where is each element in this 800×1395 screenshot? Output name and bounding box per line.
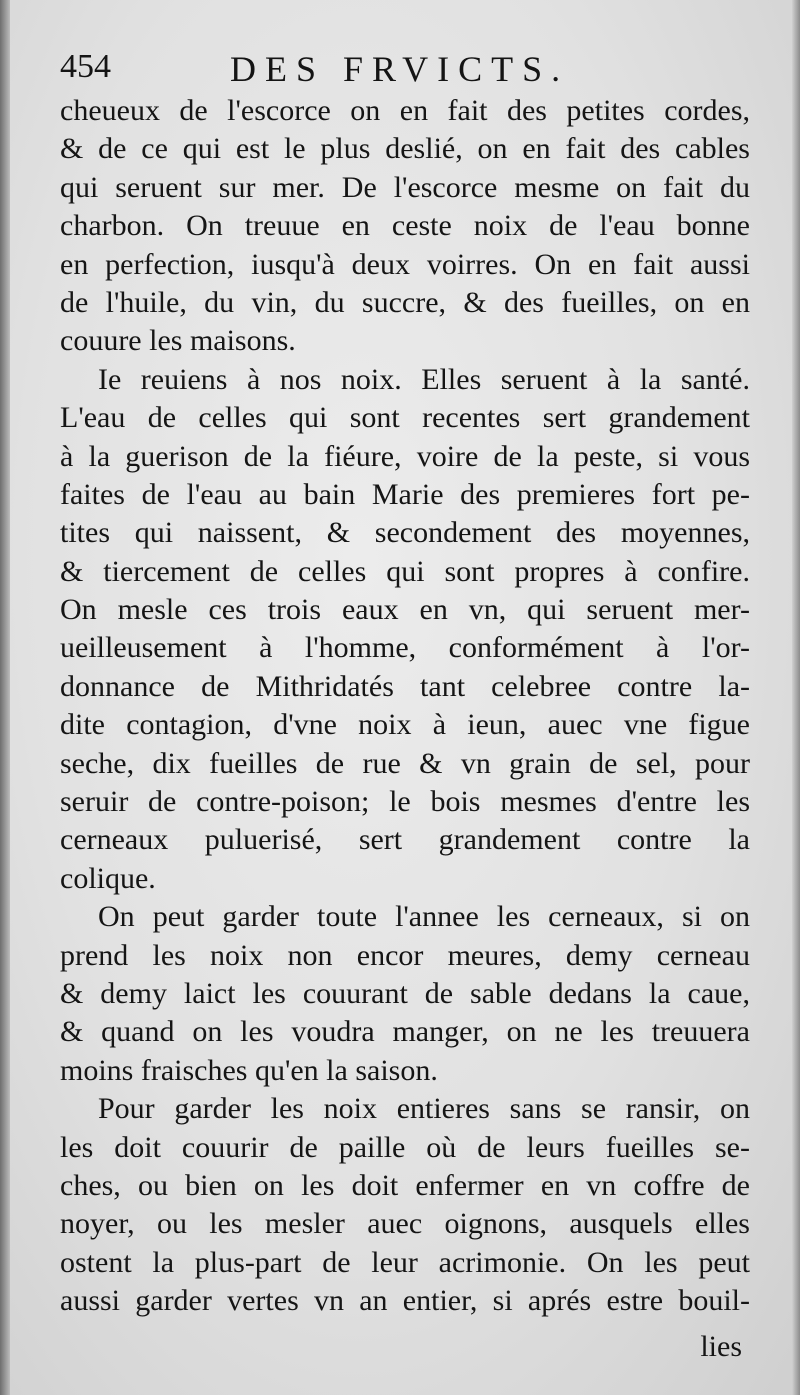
text-line: couure les maisons. xyxy=(60,324,296,358)
page-header xyxy=(60,48,740,92)
text-line: ches, ou bien on les doit enfermer en vn coffre de xyxy=(60,1168,750,1202)
text-line: faites de l'eau au bain Marie des premieres fort pe- xyxy=(60,477,750,511)
text-line: ostent la plus-part de leur acrimonie. On les peut xyxy=(60,1245,750,1279)
text-line: noyer, ou les mesler auec oignons, ausquels elles xyxy=(60,1207,750,1241)
paragraph-start-line: On peut garder toute l'annee les cerneaux, si on xyxy=(98,900,750,934)
text-line: dite contagion, d'vne noix à ieun, auec vne figue xyxy=(60,708,750,742)
text-line: ueilleusement à l'homme, conformément à l'or- xyxy=(60,631,750,665)
text-line: en perfection, iusqu'à deux voirres. On en fait aussi xyxy=(60,247,750,281)
text-line: qui seruent sur mer. De l'escorce mesme on fait du xyxy=(60,170,750,204)
text-line: & demy laict les couurant de sable dedans la caue, xyxy=(60,976,750,1010)
text-line: de l'huile, du vin, du succre, & des fueilles, on en xyxy=(60,285,750,319)
text-line: L'eau de celles qui sont recentes sert grandement xyxy=(60,401,750,435)
text-line: prend les noix non encor meures, demy cerneau xyxy=(60,938,750,972)
text-line: moins fraisches qu'en la saison. xyxy=(60,1053,438,1087)
text-line: cheueux de l'escorce on en fait des petites cordes, xyxy=(60,94,750,127)
text-line: seruir de contre-poison; le bois mesmes d'entre les xyxy=(60,785,750,819)
text-line: On mesle ces trois eaux en vn, qui seruent mer- xyxy=(60,593,750,627)
text-line: charbon. On treuue en ceste noix de l'eau bonne xyxy=(60,209,750,243)
catchword: lies xyxy=(700,1330,742,1363)
text-line: & tiercement de celles qui sont propres à confire. xyxy=(60,554,750,588)
text-line: & quand on les voudra manger, on ne les treuuera xyxy=(60,1015,750,1049)
text-line: donnance de Mithridatés tant celebree contre la- xyxy=(60,669,750,703)
paragraph-start-line: Pour garder les noix entieres sans se ransir, on xyxy=(98,1092,750,1126)
text-line: à la guerison de la fiéure, voire de la peste, si vous xyxy=(60,439,750,473)
text-line: cerneaux puluerisé, sert grandement contre la xyxy=(60,823,750,857)
text-line: tites qui naissent, & secondement des moyennes, xyxy=(60,516,750,550)
paragraph-start-line: Ie reuiens à nos noix. Elles seruent à la santé. xyxy=(98,362,750,396)
text-line: les doit couurir de paille où de leurs fueilles se- xyxy=(60,1130,750,1164)
text-line: colique. xyxy=(60,861,156,895)
text-line: & de ce qui est le plus deslié, on en fait des cables xyxy=(60,132,750,166)
page-number: 454 xyxy=(60,48,111,85)
text-block xyxy=(60,92,750,1321)
text-line: aussi garder vertes vn an entier, si aprés estre bouil- xyxy=(60,1284,750,1318)
text-line: seche, dix fueilles de rue & vn grain de sel, pour xyxy=(60,746,750,780)
running-title: DES FRVICTS. xyxy=(230,49,570,89)
